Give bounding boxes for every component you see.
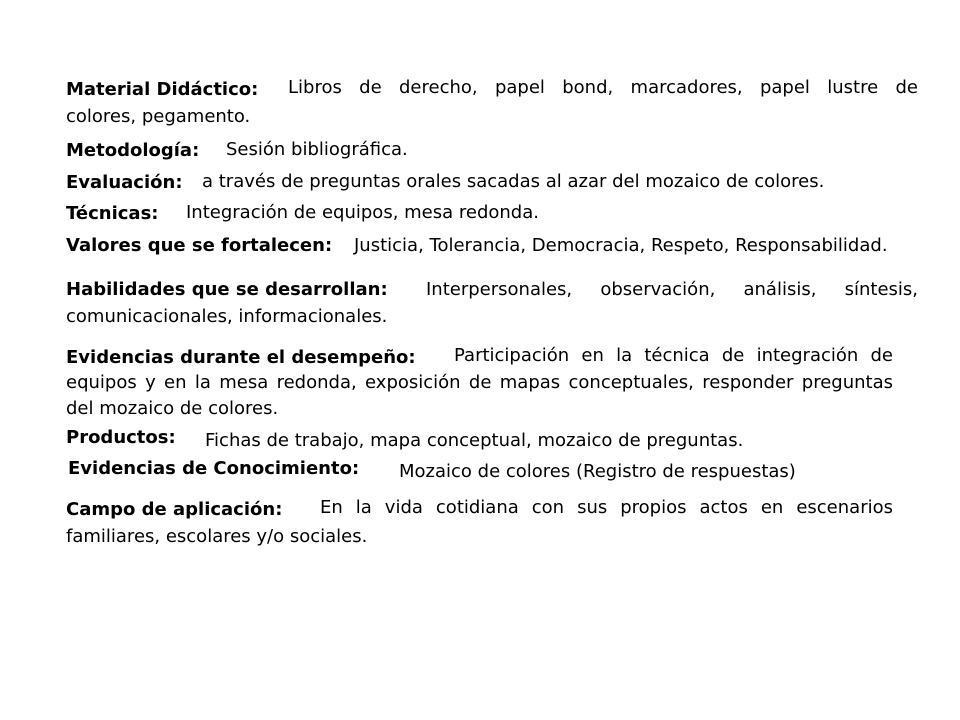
evidencias-desempeno-text-line: del mozaico de colores.: [66, 398, 279, 419]
campo-aplicacion-label: Campo de aplicación:: [66, 499, 283, 520]
evaluacion-label: Evaluación:: [66, 172, 183, 193]
productos-label: Productos:: [66, 427, 176, 448]
valores-text: Justicia, Tolerancia, Democracia, Respeto, Responsabilidad.: [354, 235, 888, 256]
tecnicas-text: Integración de equipos, mesa redonda.: [186, 202, 539, 223]
evidencias-conocimiento-label: Evidencias de Conocimiento:: [68, 458, 360, 479]
tecnicas-label: Técnicas:: [66, 203, 159, 224]
evidencias-desempeno-text-line: Participación en la técnica de integración de: [454, 346, 893, 366]
valores-label: Valores que se fortalecen:: [66, 235, 333, 256]
evidencias-desempeno-label: Evidencias durante el desempeño:: [66, 347, 416, 368]
productos-text: Fichas de trabajo, mapa conceptual, mozaico de preguntas.: [205, 430, 744, 451]
habilidades-label: Habilidades que se desarrollan:: [66, 279, 388, 300]
campo-aplicacion-text-line: familiares, escolares y/o sociales.: [66, 526, 368, 547]
habilidades-text-line: Interpersonales, observación, análisis, síntesis,: [426, 280, 918, 300]
evaluacion-text: a través de preguntas orales sacadas al azar del mozaico de colores.: [202, 171, 825, 192]
material-didactico-label: Material Didáctico:: [66, 79, 259, 100]
campo-aplicacion-text-line: En la vida cotidiana con sus propios actos en escenarios: [320, 498, 893, 518]
evidencias-conocimiento-text: Mozaico de colores (Registro de respuestas): [399, 461, 796, 482]
habilidades-text-line: comunicacionales, informacionales.: [66, 306, 388, 327]
material-didactico-text-line: Libros de derecho, papel bond, marcadores, papel lustre de: [288, 78, 918, 98]
material-didactico-text-line: colores, pegamento.: [66, 106, 251, 127]
metodologia-label: Metodología:: [66, 140, 200, 161]
metodologia-text: Sesión bibliográfica.: [226, 139, 408, 160]
evidencias-desempeno-text-line: equipos y en la mesa redonda, exposición de mapas conceptuales, responder preguntas: [66, 373, 893, 393]
